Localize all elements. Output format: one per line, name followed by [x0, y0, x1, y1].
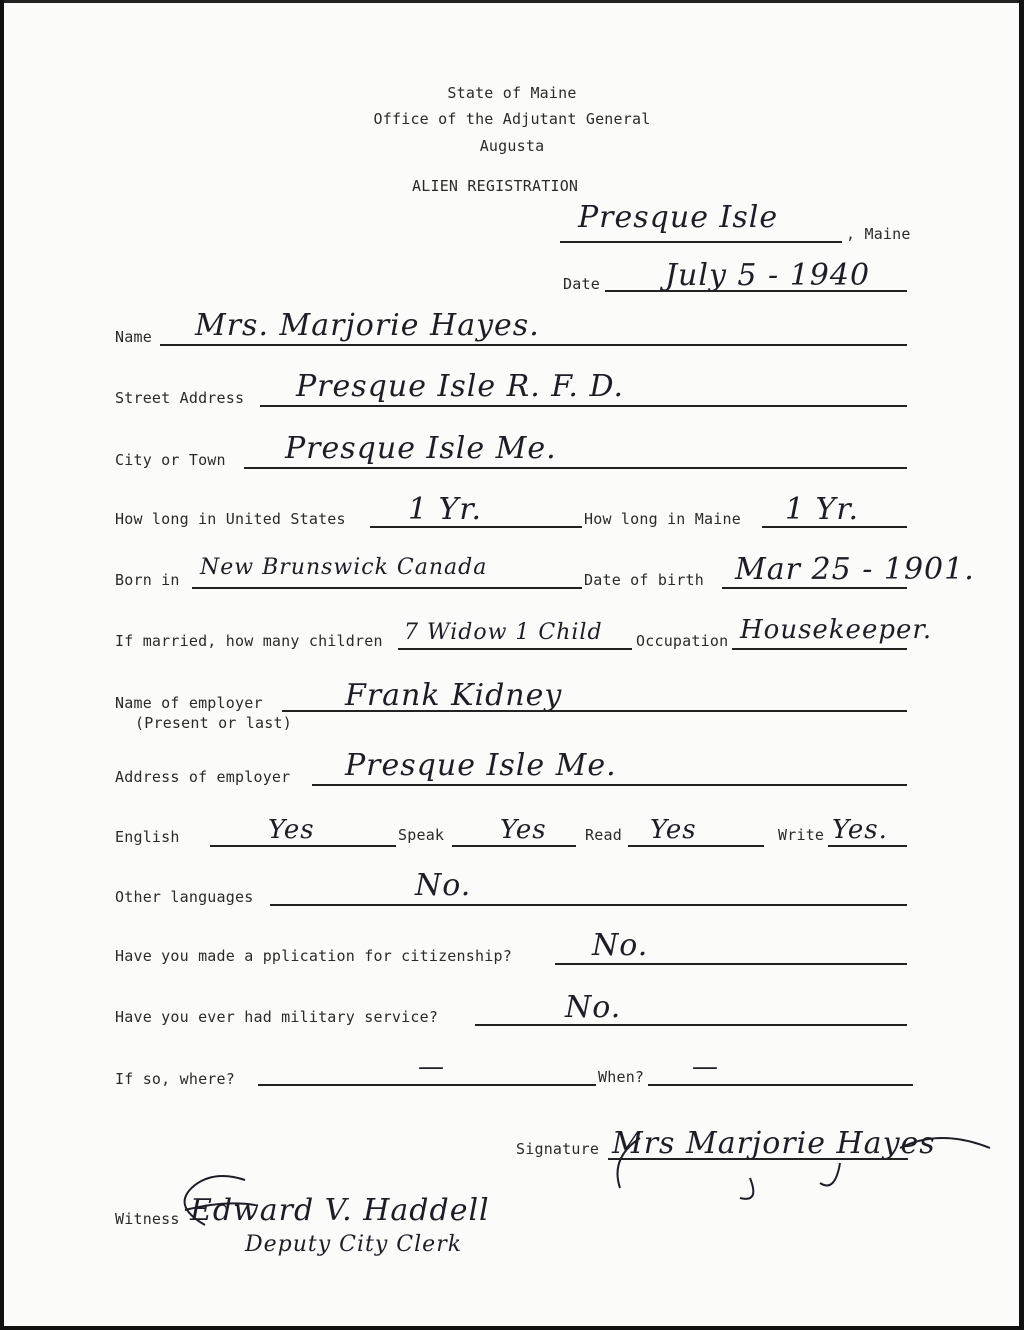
employer-address-label: Address of employer	[115, 768, 291, 786]
citizenship-label: Have you made a pplication for citizenship?	[115, 947, 512, 965]
employer-sublabel: (Present or last)	[135, 714, 292, 732]
employer-name-value: Frank Kidney	[345, 678, 563, 713]
read-value: Yes	[650, 815, 697, 845]
how-long-us-label: How long in United States	[115, 510, 346, 528]
how-long-us-line	[370, 526, 582, 528]
scan-edge-top	[0, 0, 1024, 3]
english-label: English	[115, 828, 180, 846]
where-line	[258, 1084, 596, 1086]
english-value: Yes	[268, 815, 315, 845]
dob-value: Mar 25 - 1901.	[735, 552, 975, 587]
english-line	[210, 845, 396, 847]
street-value: Presque Isle R. F. D.	[296, 369, 625, 404]
city-value: Presque Isle Me.	[285, 431, 557, 466]
write-value: Yes.	[832, 815, 888, 845]
witness-flourish	[165, 1170, 345, 1230]
how-long-us-value: 1 Yr.	[408, 492, 483, 527]
header-office: Office of the Adjutant General	[373, 110, 651, 128]
military-label: Have you ever had military service?	[115, 1008, 439, 1026]
dob-line	[722, 587, 907, 589]
children-value: 7 Widow 1 Child	[404, 620, 603, 645]
when-value: —	[692, 1052, 719, 1082]
occupation-label: Occupation	[636, 632, 729, 650]
other-languages-label: Other languages	[115, 888, 254, 906]
city-line	[244, 467, 907, 469]
name-label: Name	[115, 328, 152, 346]
speak-value: Yes	[500, 815, 547, 845]
occupation-value: Housekeeper.	[740, 615, 933, 645]
where-label: If so, where?	[115, 1070, 235, 1088]
witness-label: Witness	[115, 1210, 180, 1228]
citizenship-value: No.	[592, 928, 649, 963]
witness-title: Deputy City Clerk	[245, 1232, 463, 1257]
write-line	[828, 845, 907, 847]
header-city: Augusta	[479, 137, 545, 155]
scan-edge-bottom	[0, 1326, 1024, 1330]
date-value: July 5 - 1940	[665, 258, 871, 293]
location-suffix: , Maine	[846, 225, 911, 243]
read-line	[628, 845, 764, 847]
speak-line	[452, 845, 576, 847]
employer-address-value: Presque Isle Me.	[345, 748, 617, 783]
scan-edge-left	[0, 0, 4, 1330]
how-long-maine-value: 1 Yr.	[785, 492, 860, 527]
name-value: Mrs. Marjorie Hayes.	[195, 308, 540, 343]
speak-label: Speak	[398, 826, 445, 844]
when-line	[648, 1084, 913, 1086]
employer-name-label: Name of employer	[115, 694, 263, 712]
born-in-value: New Brunswick Canada	[200, 555, 488, 580]
how-long-maine-label: How long in Maine	[584, 510, 741, 528]
born-in-label: Born in	[115, 571, 180, 589]
employer-name-line	[282, 710, 907, 712]
form-title: ALIEN REGISTRATION	[412, 177, 579, 195]
other-languages-value: No.	[415, 868, 472, 903]
name-line	[160, 344, 907, 346]
witness-name: Edward V. Haddell	[190, 1193, 490, 1228]
children-label: If married, how many children	[115, 632, 383, 650]
children-line	[398, 648, 632, 650]
born-in-line	[192, 587, 582, 589]
city-label: City or Town	[115, 451, 226, 469]
read-label: Read	[585, 826, 622, 844]
employer-address-line	[312, 784, 907, 786]
header-state: State of Maine	[447, 84, 577, 102]
military-line	[475, 1024, 907, 1026]
street-label: Street Address	[115, 389, 245, 407]
occupation-line	[732, 648, 907, 650]
when-label: When?	[598, 1068, 645, 1086]
other-languages-line	[270, 904, 907, 906]
military-value: No.	[565, 990, 622, 1025]
date-label: Date	[563, 275, 600, 293]
citizenship-line	[555, 963, 907, 965]
date-line	[605, 290, 907, 292]
street-line	[260, 405, 907, 407]
signature-value: Mrs Marjorie Hayes	[612, 1126, 936, 1161]
location-line	[560, 241, 842, 243]
how-long-maine-line	[762, 526, 907, 528]
dob-label: Date of birth	[584, 571, 704, 589]
write-label: Write	[778, 826, 825, 844]
signature-flourish	[600, 1118, 1020, 1198]
location-value: Presque Isle	[578, 200, 779, 235]
signature-label: Signature	[516, 1140, 600, 1158]
where-value: —	[418, 1052, 445, 1082]
